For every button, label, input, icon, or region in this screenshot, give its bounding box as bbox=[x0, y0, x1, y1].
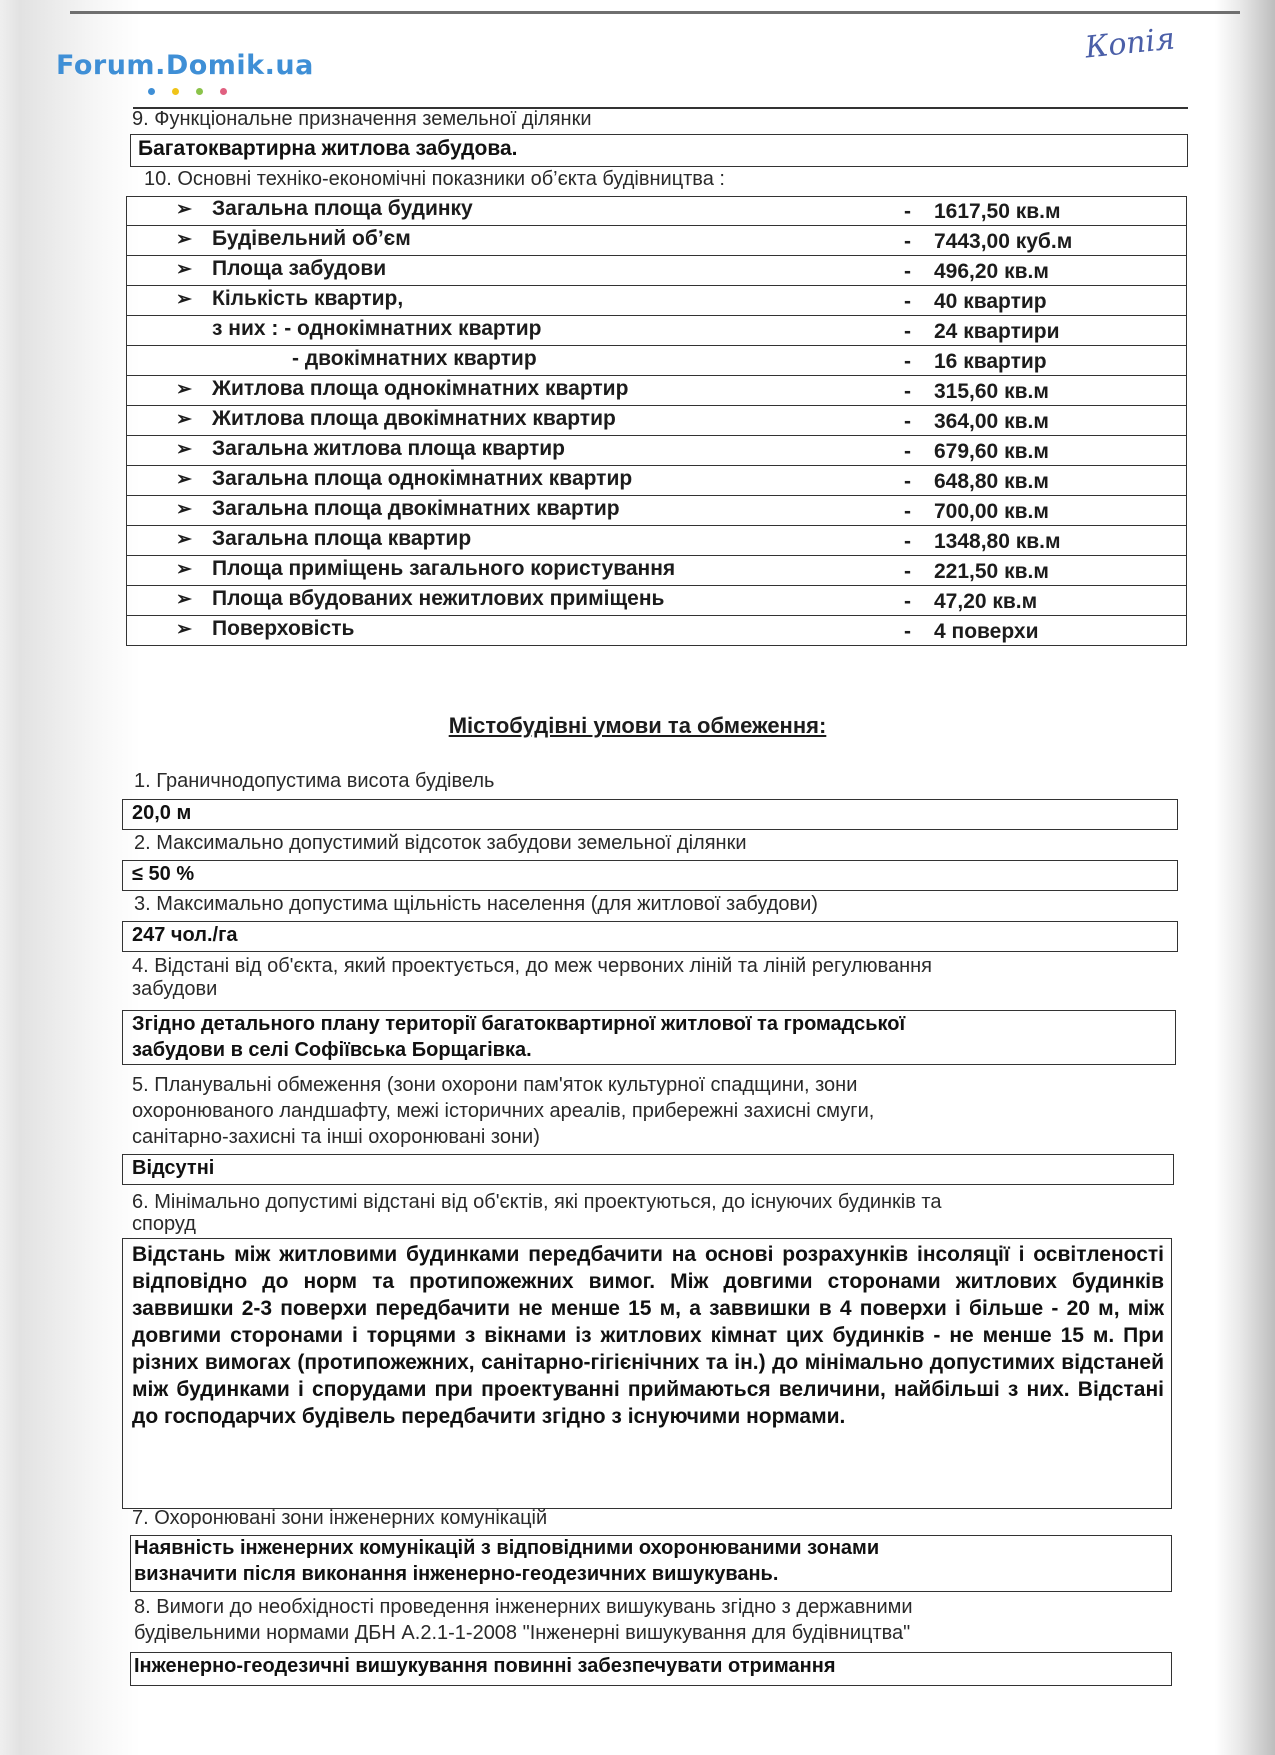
section-title: Містобудівні умови та обмеження: bbox=[448, 713, 827, 738]
indicator-row bbox=[126, 436, 1187, 466]
bullet-arrow-icon: ➢ bbox=[176, 559, 192, 580]
indicator-value: 47,20 кв.м bbox=[934, 590, 1038, 613]
c5-label-line1: 5. Планувальні обмеження (зони охорони пам'яток культурної спадщини, зони bbox=[132, 1074, 858, 1096]
indicator-dash: - bbox=[904, 470, 911, 493]
bullet-arrow-icon: ➢ bbox=[176, 409, 192, 430]
bullet-arrow-icon: ➢ bbox=[176, 499, 192, 520]
indicator-value: 1348,80 кв.м bbox=[934, 530, 1061, 553]
c5-value: Відсутні bbox=[132, 1157, 215, 1179]
c7-label: 7. Охоронювані зони інженерних комунікацій bbox=[132, 1507, 548, 1529]
c3-value: 247 чол./га bbox=[132, 924, 238, 946]
item9-value: Багатоквартирна житлова забудова. bbox=[138, 137, 518, 160]
c4-label-line2: забудови bbox=[132, 978, 218, 1000]
indicator-dash: - bbox=[904, 590, 911, 613]
indicator-label: Житлова площа двокімнатних квартир bbox=[212, 407, 616, 430]
indicator-row bbox=[126, 556, 1187, 586]
indicator-value: 16 квартир bbox=[934, 350, 1047, 373]
c5-value-box bbox=[122, 1154, 1174, 1185]
bullet-arrow-icon: ➢ bbox=[176, 619, 192, 640]
indicator-label: Площа вбудованих нежитлових приміщень bbox=[212, 587, 665, 610]
indicator-row bbox=[126, 286, 1187, 316]
indicator-label: Площа забудови bbox=[212, 257, 387, 280]
indicator-row bbox=[126, 226, 1187, 256]
indicator-row bbox=[126, 256, 1187, 286]
item9-label: 9. Функціональне призначення земельної ділянки bbox=[132, 108, 592, 130]
indicator-dash: - bbox=[904, 380, 911, 403]
indicator-label: Площа приміщень загального користування bbox=[212, 557, 676, 580]
c4-value-line1: Згідно детального плану території багатоквартирної житлової та громадської bbox=[132, 1013, 906, 1035]
indicator-dash: - bbox=[904, 320, 911, 343]
bullet-arrow-icon: ➢ bbox=[176, 229, 192, 250]
indicator-dash: - bbox=[904, 560, 911, 583]
top-edge-line bbox=[70, 11, 1240, 14]
c4-value-line2: забудови в селі Софіївська Борщагівка. bbox=[132, 1039, 532, 1061]
indicator-row bbox=[126, 466, 1187, 496]
indicator-label: з них : - однокімнатних квартир bbox=[212, 317, 542, 340]
c2-value-box bbox=[122, 860, 1178, 891]
indicator-label: Загальна площа будинку bbox=[212, 197, 473, 220]
indicator-dash: - bbox=[904, 230, 911, 253]
bullet-arrow-icon: ➢ bbox=[176, 529, 192, 550]
watermark-dot bbox=[220, 88, 227, 95]
c8-label-line1: 8. Вимоги до необхідності проведення інженерних вишукувань згідно з державними bbox=[134, 1596, 913, 1618]
indicator-label: Поверховість bbox=[212, 617, 355, 640]
indicator-value: 221,50 кв.м bbox=[934, 560, 1049, 583]
indicator-row bbox=[126, 586, 1187, 616]
c8-value: Інженерно-геодезичні вишукування повинні забезпечувати отримання bbox=[134, 1655, 836, 1677]
indicator-label: Житлова площа однокімнатних квартир bbox=[212, 377, 629, 400]
c6-label-line2: споруд bbox=[132, 1213, 196, 1235]
c3-value-box bbox=[122, 921, 1178, 952]
bullet-arrow-icon: ➢ bbox=[176, 439, 192, 460]
indicator-dash: - bbox=[904, 440, 911, 463]
indicator-value: 315,60 кв.м bbox=[934, 380, 1049, 403]
indicator-value: 648,80 кв.м bbox=[934, 470, 1049, 493]
indicator-label: Загальна площа однокімнатних квартир bbox=[212, 467, 633, 490]
c7-value-line1: Наявність інженерних комунікацій з відповідними охоронюваними зонами bbox=[134, 1537, 880, 1559]
indicator-row bbox=[126, 346, 1187, 376]
indicator-value: 7443,00 куб.м bbox=[934, 230, 1073, 253]
indicator-label: Кількість квартир, bbox=[212, 287, 404, 310]
indicator-dash: - bbox=[904, 530, 911, 553]
indicator-row bbox=[126, 526, 1187, 556]
indicator-value: 24 квартири bbox=[934, 320, 1060, 343]
indicator-row bbox=[126, 316, 1187, 346]
c8-label-line2: будівельними нормами ДБН А.2.1-1-2008 "Інженерні вишукування для будівництва" bbox=[134, 1622, 911, 1644]
indicator-dash: - bbox=[904, 500, 911, 523]
indicator-dash: - bbox=[904, 260, 911, 283]
indicator-value: 364,00 кв.м bbox=[934, 410, 1049, 433]
indicator-label: Загальна площа двокімнатних квартир bbox=[212, 497, 620, 520]
watermark-dot bbox=[172, 88, 179, 95]
indicator-label: - двокімнатних квартир bbox=[292, 347, 537, 370]
c1-label: 1. Граничнодопустима висота будівель bbox=[134, 770, 495, 792]
indicator-label: Загальна площа квартир bbox=[212, 527, 472, 550]
indicator-label: Будівельний об’єм bbox=[212, 227, 411, 250]
indicator-row bbox=[126, 496, 1187, 526]
watermark-dot bbox=[148, 88, 155, 95]
indicator-row bbox=[126, 196, 1187, 226]
indicator-value: 679,60 кв.м bbox=[934, 440, 1049, 463]
indicator-value: 1617,50 кв.м bbox=[934, 200, 1061, 223]
indicator-dash: - bbox=[904, 290, 911, 313]
watermark-dot bbox=[196, 88, 203, 95]
indicator-row bbox=[126, 376, 1187, 406]
bullet-arrow-icon: ➢ bbox=[176, 289, 192, 310]
indicator-value: 700,00 кв.м bbox=[934, 500, 1049, 523]
watermark-dots bbox=[148, 88, 238, 98]
item10-label: 10. Основні техніко-економічні показники об’єкта будівництва : bbox=[144, 168, 725, 190]
indicator-dash: - bbox=[904, 350, 911, 373]
bullet-arrow-icon: ➢ bbox=[176, 469, 192, 490]
watermark-logo: Forum.Domik.ua bbox=[56, 50, 314, 81]
bullet-arrow-icon: ➢ bbox=[176, 199, 192, 220]
c7-value-line2: визначити після виконання інженерно-геодезичних вишукувань. bbox=[134, 1563, 779, 1585]
indicator-dash: - bbox=[904, 620, 911, 643]
c2-value: ≤ 50 % bbox=[132, 863, 195, 885]
bullet-arrow-icon: ➢ bbox=[176, 589, 192, 610]
c3-label: 3. Максимально допустима щільність населення (для житлової забудови) bbox=[134, 893, 818, 915]
indicator-dash: - bbox=[904, 410, 911, 433]
copy-handwritten-stamp: Копія bbox=[1083, 21, 1177, 66]
c6-label-line1: 6. Мінімально допустимі відстані від об'єктів, які проектуються, до існуючих будинків та bbox=[132, 1191, 942, 1213]
indicator-value: 40 квартир bbox=[934, 290, 1047, 313]
indicator-value: 496,20 кв.м bbox=[934, 260, 1049, 283]
indicator-label: Загальна житлова площа квартир bbox=[212, 437, 566, 460]
c4-label-line1: 4. Відстані від об'єкта, який проектується, до меж червоних ліній та ліній регулювання bbox=[132, 955, 932, 977]
c6-value: Відстань між житловими будинками передбачити на основі розрахунків інсоляції і освітленості відповідно до норм та протипожежних вимог. Між довгими сторонами житлових будинків заввишки 2-3 поверхи передбачити не менше 15 м, а заввишки в 4 поверхи і більше - 20 м, між довгими сторонами і торцями з вікнами із житлових кімнат цих будинків - не менше 15 м. При різних вимогах (протипожежних, санітарно-гігієнічних та ін.) до мінімально допустимих відстаней між будинками і спорудами при проектуванні приймаються величини, найбільші з них. Відстані до господарчих будівель передбачити згідно з існуючими нормами. bbox=[132, 1243, 1164, 1428]
bullet-arrow-icon: ➢ bbox=[176, 259, 192, 280]
c1-value: 20,0 м bbox=[132, 802, 192, 824]
indicator-row bbox=[126, 616, 1187, 646]
bullet-arrow-icon: ➢ bbox=[176, 379, 192, 400]
indicator-row bbox=[126, 406, 1187, 436]
c2-label: 2. Максимально допустимий відсоток забудови земельної ділянки bbox=[134, 832, 747, 854]
indicator-dash: - bbox=[904, 200, 911, 223]
indicator-value: 4 поверхи bbox=[934, 620, 1039, 643]
c1-value-box bbox=[122, 799, 1178, 830]
c5-label-line3: санітарно-захисні та інші охоронювані зони) bbox=[132, 1126, 540, 1148]
c5-label-line2: охоронюваного ландшафту, межі історичних ареалів, прибережні захисні смуги, bbox=[132, 1100, 875, 1122]
